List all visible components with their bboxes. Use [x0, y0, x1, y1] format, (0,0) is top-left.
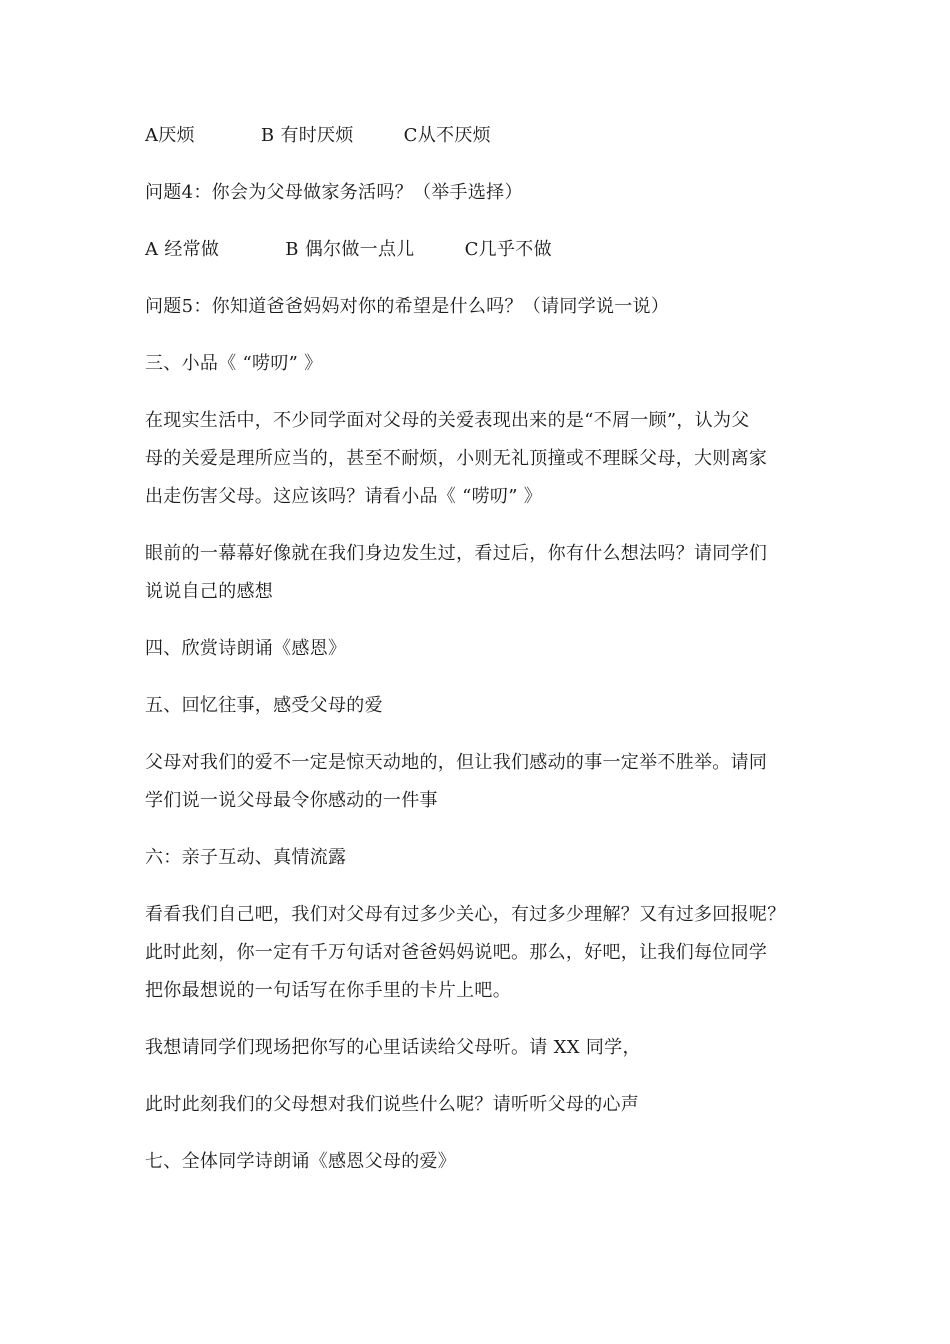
section-3-paragraph-line-3: 出走伤害父母。这应该吗？请看小品《 “唠叨” 》 — [145, 486, 543, 507]
section-5-heading: 五、回忆往事，感受父母的爱 — [145, 695, 383, 716]
option-c: C从不厌烦 — [403, 125, 491, 146]
option-a: A厌烦 — [145, 125, 195, 146]
option-a: A 经常做 — [145, 239, 220, 260]
read-aloud-paragraph: 我想请同学们现场把你写的心里话读给父母听。请 XX 同学， — [145, 1037, 641, 1058]
reflection-paragraph-line-2: 说说自己的感想 — [145, 581, 274, 602]
question-3-options — [145, 124, 805, 148]
option-c: C几乎不做 — [464, 239, 552, 260]
section-6-paragraph-line-2: 此时此刻，你一定有千万句话对爸爸妈妈说吧。那么，好吧，让我们每位同学 — [145, 942, 768, 963]
section-5-paragraph-line-2: 学们说一说父母最令你感动的一件事 — [145, 790, 438, 811]
question-4-options — [145, 238, 805, 262]
option-b: B 偶尔做一点儿 — [285, 239, 415, 260]
section-3-heading: 三、小品《 “唠叨” 》 — [145, 353, 323, 374]
section-5-paragraph-line-1: 父母对我们的爱不一定是惊天动地的，但让我们感动的事一定举不胜举。请同 — [145, 752, 768, 773]
reflection-paragraph-line-1: 眼前的一幕幕好像就在我们身边发生过，看过后，你有什么想法吗？请同学们 — [145, 543, 768, 564]
question-5: 问题5：你知道爸爸妈妈对你的希望是什么吗？（请同学说一说） — [145, 296, 670, 317]
section-7-heading: 七、全体同学诗朗诵《感恩父母的爱》 — [145, 1151, 457, 1172]
section-3-paragraph-line-2: 母的关爱是理所应当的，甚至不耐烦，小则无礼顶撞或不理睬父母，大则离家 — [145, 448, 768, 469]
parents-voice-paragraph: 此时此刻我们的父母想对我们说些什么呢？请听听父母的心声 — [145, 1094, 640, 1115]
section-4-heading: 四、欣赏诗朗诵《感恩》 — [145, 638, 347, 659]
option-b: B 有时厌烦 — [260, 125, 354, 146]
section-3-paragraph-line-1: 在现实生活中，不少同学面对父母的关爱表现出来的是“不屑一顾”，认为父 — [145, 410, 750, 431]
question-4: 问题4：你会为父母做家务活吗？（举手选择） — [145, 182, 523, 203]
section-6-paragraph-line-3: 把你最想说的一句话写在你手里的卡片上吧。 — [145, 980, 511, 1001]
section-6-heading: 六：亲子互动、真情流露 — [145, 847, 347, 868]
section-6-paragraph-line-1: 看看我们自己吧，我们对父母有过多少关心，有过多少理解？又有过多回报呢？ — [145, 904, 786, 925]
